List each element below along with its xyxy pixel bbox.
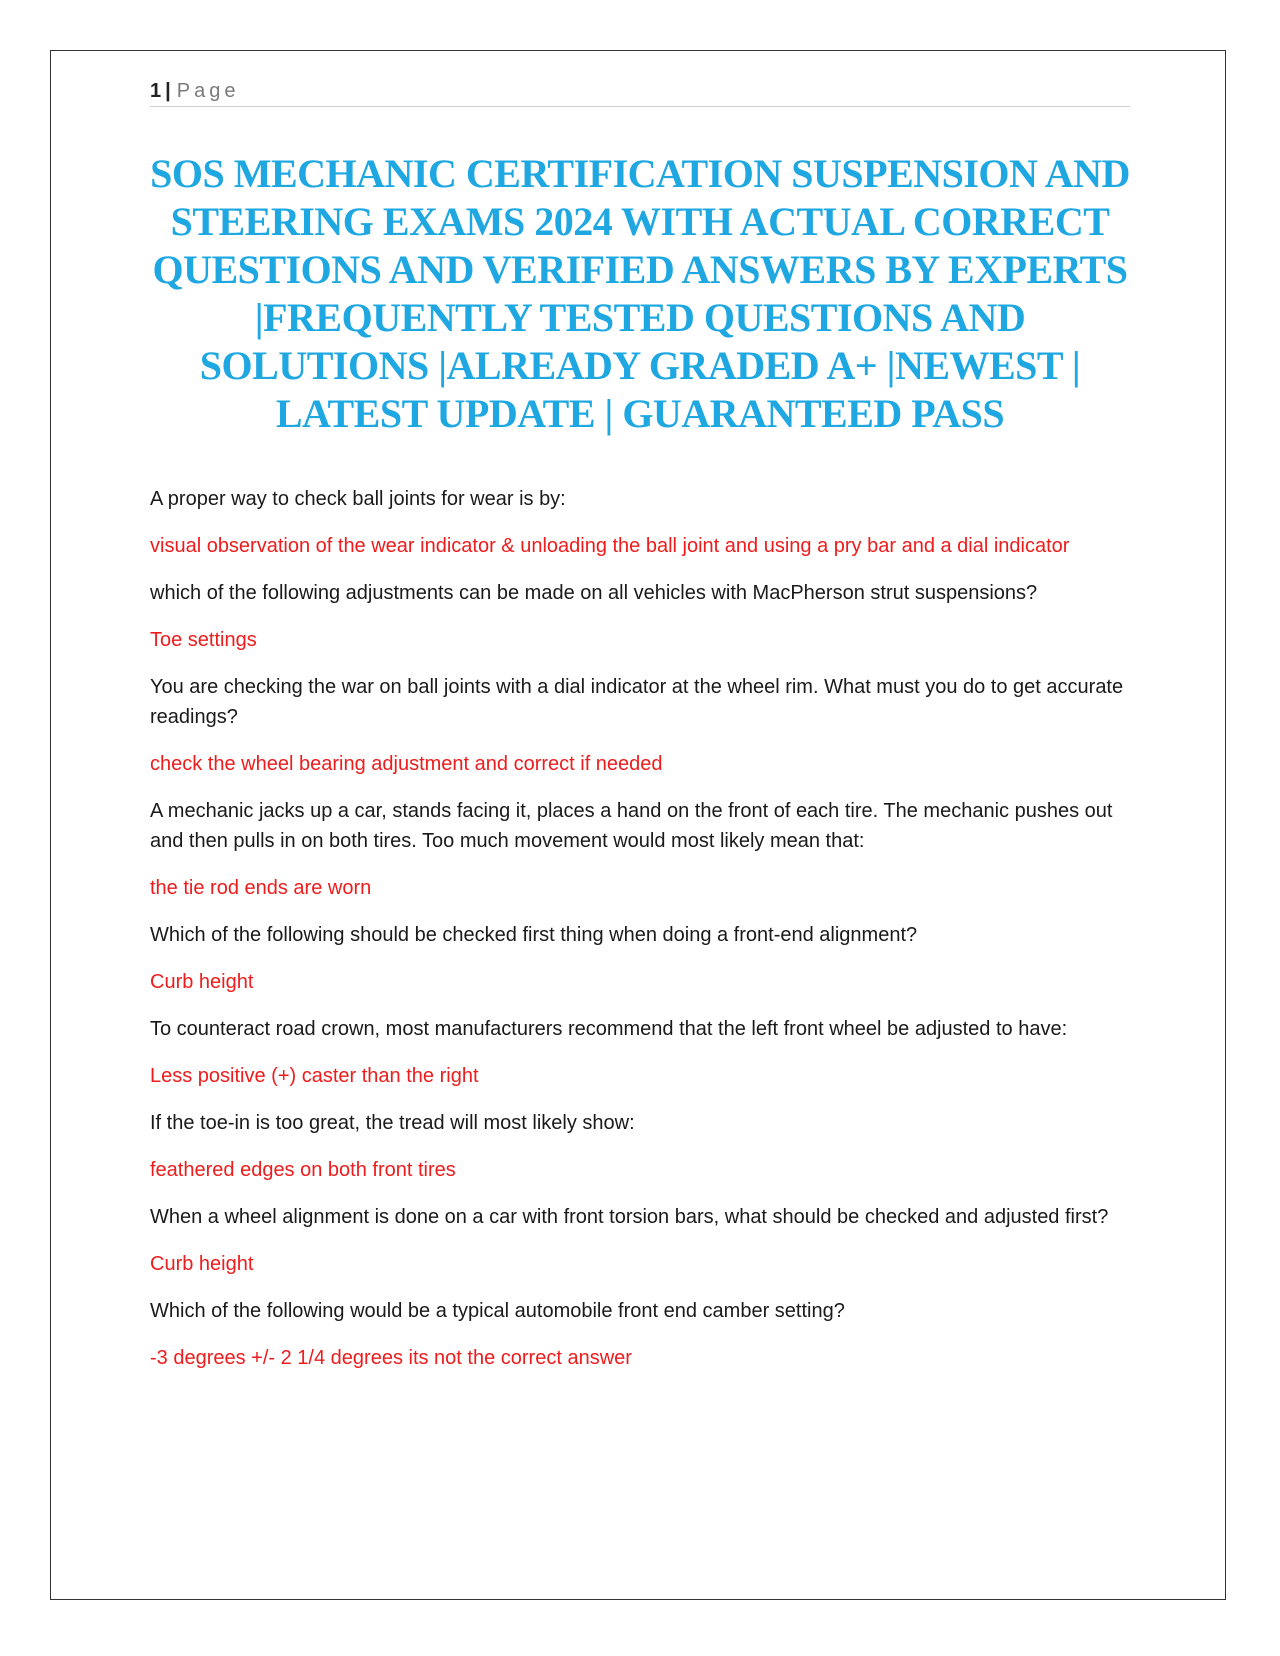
page-number: 1 — [150, 80, 162, 102]
answer-3: check the wheel bearing adjustment and correct if needed — [150, 753, 663, 775]
page-label: Page — [176, 80, 240, 102]
answer-7: feathered edges on both front tires — [150, 1159, 456, 1181]
question-7: If the toe-in is too great, the tread will most likely show: — [150, 1112, 635, 1134]
qa-list — [150, 484, 1130, 1390]
question-9: Which of the following would be a typical automobile front end camber setting? — [150, 1300, 845, 1322]
question-6: To counteract road crown, most manufacturers recommend that the left front wheel be adjusted to have: — [150, 1018, 1068, 1040]
question-5: Which of the following should be checked first thing when doing a front-end alignment? — [150, 924, 918, 946]
answer-4: the tie rod ends are worn — [150, 877, 372, 899]
question-3: You are checking the war on ball joints with a dial indicator at the wheel rim. What must you do to get accurate readings? — [150, 676, 1124, 728]
answer-6: Less positive (+) caster than the right — [150, 1065, 479, 1087]
answer-5: Curb height — [150, 971, 254, 993]
answer-8: Curb height — [150, 1253, 254, 1275]
question-1: A proper way to check ball joints for wear is by: — [150, 488, 566, 510]
answer-9: -3 degrees +/- 2 1/4 degrees its not the correct answer — [150, 1347, 632, 1369]
page-separator: | — [165, 80, 171, 102]
document-title: SOS MECHANIC CERTIFICATION SUSPENSION AND STEERING EXAMS 2024 WITH ACTUAL CORRECT QUESTIONS AND VERIFIED ANSWERS BY EXPERTS |FREQUENTLY TESTED QUESTIONS AND SOLUTIONS |ALREADY GRADED A+ |NEWEST | LATEST UPDATE | GUARANTEED PASS — [150, 151, 1130, 436]
page-header — [150, 78, 1130, 107]
answer-1: visual observation of the wear indicator & unloading the ball joint and using a pry bar and a dial indicator — [150, 535, 1070, 557]
question-4: A mechanic jacks up a car, stands facing it, places a hand on the front of each tire. The mechanic pushes out and then pulls in on both tires. Too much movement would most likely mean that: — [150, 800, 1113, 852]
answer-2: Toe settings — [150, 629, 257, 651]
question-8: When a wheel alignment is done on a car with front torsion bars, what should be checked and adjusted first? — [150, 1206, 1109, 1228]
question-2: which of the following adjustments can be made on all vehicles with MacPherson strut suspensions? — [150, 582, 1038, 604]
